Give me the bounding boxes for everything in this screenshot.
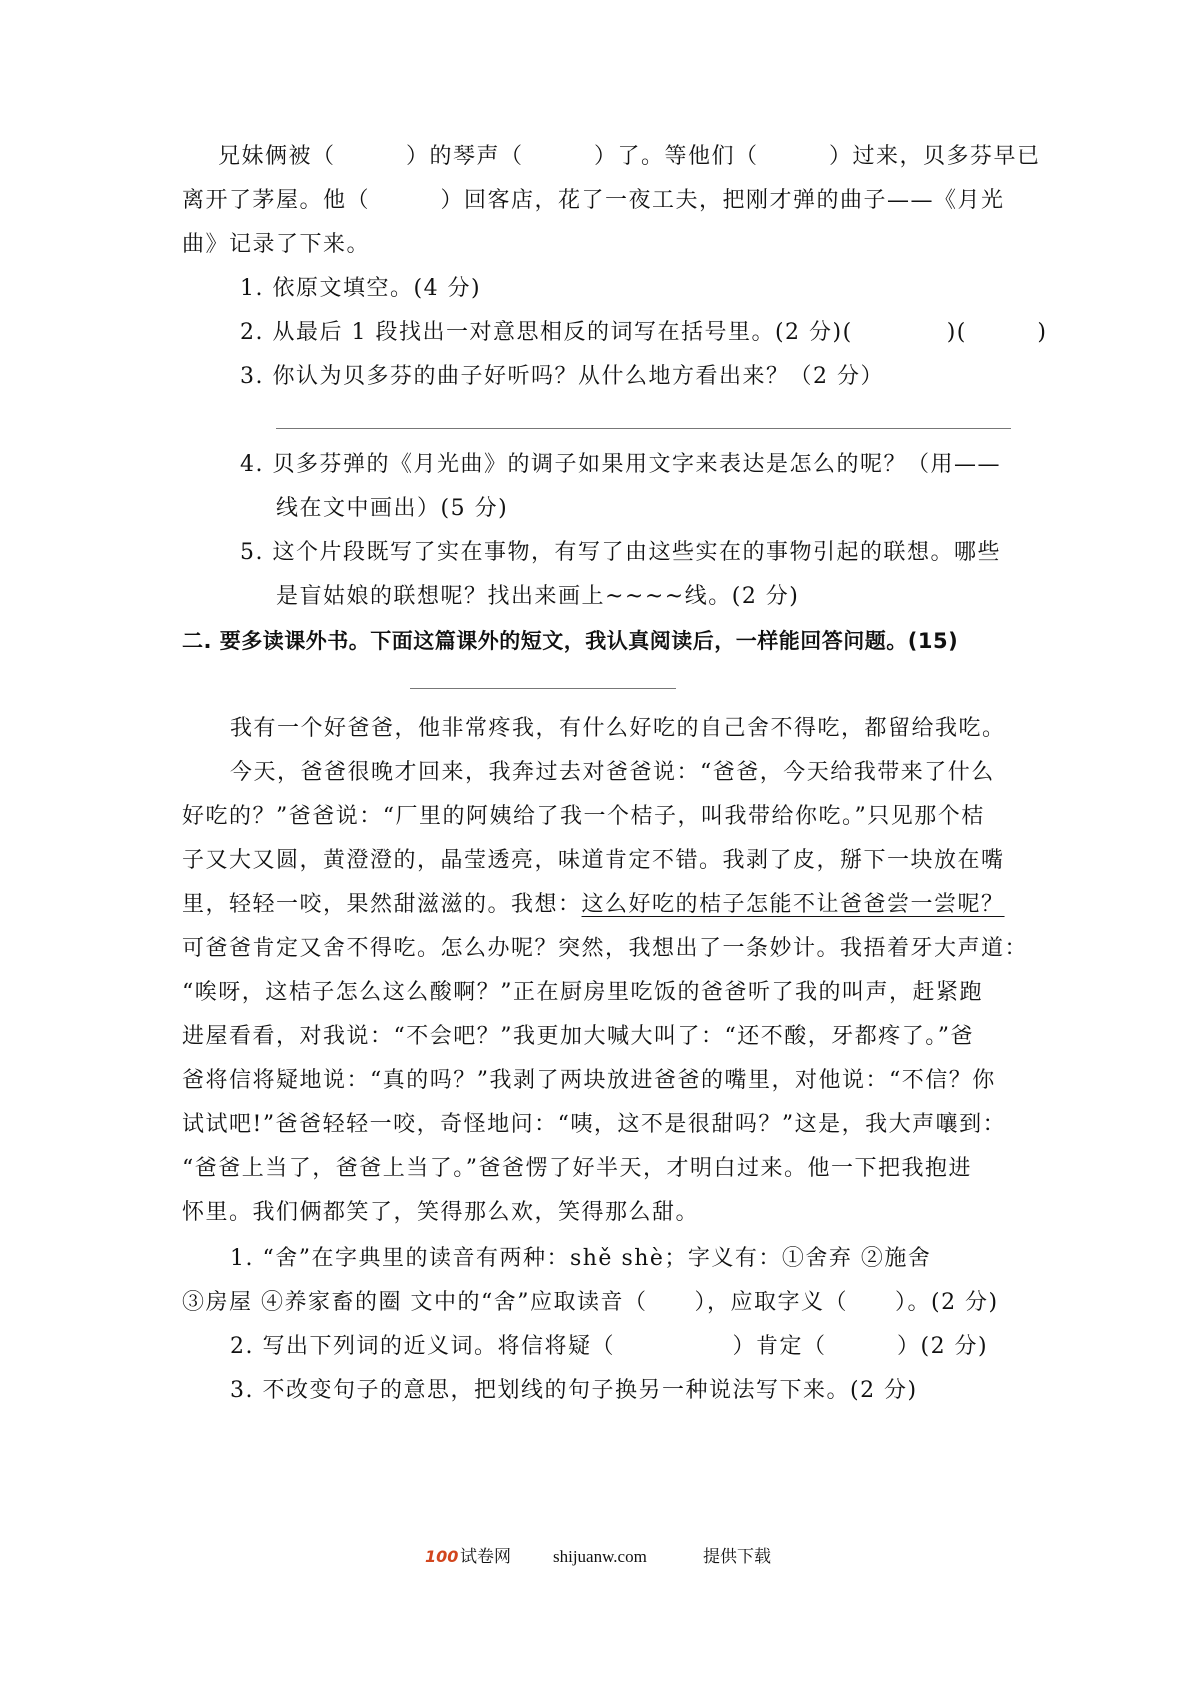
passage2-line-2: 今天，爸爸很晚才回来，我奔过去对爸爸说：“爸爸，今天给我带来了什么	[230, 760, 995, 785]
passage2-line-10: 试试吧!”爸爸轻轻一咬，奇怪地问：“咦，这不是很甜吗？”这是，我大声嚷到：	[182, 1112, 1007, 1137]
passage2-line-5	[182, 890, 1012, 920]
question2-1: 1. “舍”在字典里的读音有两种：shě shè；字义有：①舍弃 ②施舍	[230, 1246, 932, 1271]
question2-3: 3. 不改变句子的意思，把划线的句子换另一种说法写下来。(2 分)	[230, 1378, 918, 1403]
question1-3: 3. 你认为贝多芬的曲子好听吗？从什么地方看出来？（2 分）	[240, 364, 884, 389]
passage2-line-4: 子又大又圆，黄澄澄的，晶莹透亮，味道肯定不错。我剥了皮，掰下一块放在嘴	[182, 848, 1005, 873]
question2-1-cont: ③房屋 ④养家畜的圈 文中的“舍”应取读音（ ），应取字义（ ）。(2 分)	[182, 1290, 999, 1315]
question1-2: 2. 从最后 1 段找出一对意思相反的词写在括号里。(2 分)( )( )	[240, 320, 1048, 345]
answer-line	[276, 428, 1011, 429]
question2-2: 2. 写出下列词的近义词。将信将疑（ ）肯定（ ）(2 分)	[230, 1334, 989, 1359]
title-blank-line	[410, 688, 676, 689]
question1-4-cont: 线在文中画出）(5 分)	[276, 496, 509, 521]
passage2-line-8: 进屋看看，对我说：“不会吧？”我更加大喊大叫了：“还不酸，牙都疼了。”爸	[182, 1024, 974, 1049]
footer-site: shijuanw.com	[553, 1547, 647, 1566]
passage1-line-3: 曲》记录了下来。	[182, 232, 371, 257]
question1-5: 5. 这个片段既写了实在事物，有写了由这些实在的事物引起的联想。哪些	[240, 540, 1001, 565]
passage2-line-12: 怀里。我们俩都笑了，笑得那么欢，笑得那么甜。	[182, 1200, 700, 1225]
passage2-line-9: 爸将信将疑地说：“真的吗？”我剥了两块放进爸爸的嘴里，对他说：“不信？你	[182, 1068, 996, 1093]
brand-logo: 100	[425, 1547, 459, 1566]
passage1-line-2: 离开了茅屋。他（ ）回客店，花了一夜工夫，把刚才弹的曲子——《月光	[182, 188, 1005, 213]
passage2-line-7: “唉呀，这桔子怎么这么酸啊？”正在厨房里吃饭的爸爸听了我的叫声，赶紧跑	[182, 980, 983, 1005]
footer-download: 提供下载	[703, 1547, 771, 1567]
section2-heading: 二. 要多读课外书。下面这篇课外的短文，我认真阅读后，一样能回答问题。(15)	[182, 629, 959, 653]
passage2-line-6: 可爸爸肯定又舍不得吃。怎么办呢？突然，我想出了一条妙计。我捂着牙大声道：	[182, 936, 1029, 961]
footer-brand: 试卷网	[460, 1547, 511, 1567]
passage2-line-1: 我有一个好爸爸，他非常疼我，有什么好吃的自己舍不得吃，都留给我吃。	[230, 716, 1006, 741]
passage2-line-11: “爸爸上当了，爸爸上当了。”爸爸愣了好半天，才明白过来。他一下把我抱进	[182, 1156, 972, 1181]
passage2-line-3: 好吃的？”爸爸说：“厂里的阿姨给了我一个桔子，叫我带给你吃。”只见那个桔	[182, 804, 985, 829]
passage1-line-1: 兄妹俩被（ ）的琴声（ ）了。等他们（ ）过来，贝多芬早已	[218, 144, 1041, 169]
question1-4: 4. 贝多芬弹的《月光曲》的调子如果用文字来表达是怎么的呢？（用——	[240, 452, 1001, 477]
question1-5-cont: 是盲姑娘的联想呢？找出来画上~~~~线。(2 分)	[276, 584, 800, 609]
passage2-line-5-text: 里，轻轻一咬，果然甜滋滋的。我想：	[182, 892, 582, 917]
question1-1: 1. 依原文填空。(4 分)	[240, 276, 482, 301]
underlined-sentence: 这么好吃的桔子怎能不让爸爸尝一尝呢？	[581, 892, 1005, 917]
